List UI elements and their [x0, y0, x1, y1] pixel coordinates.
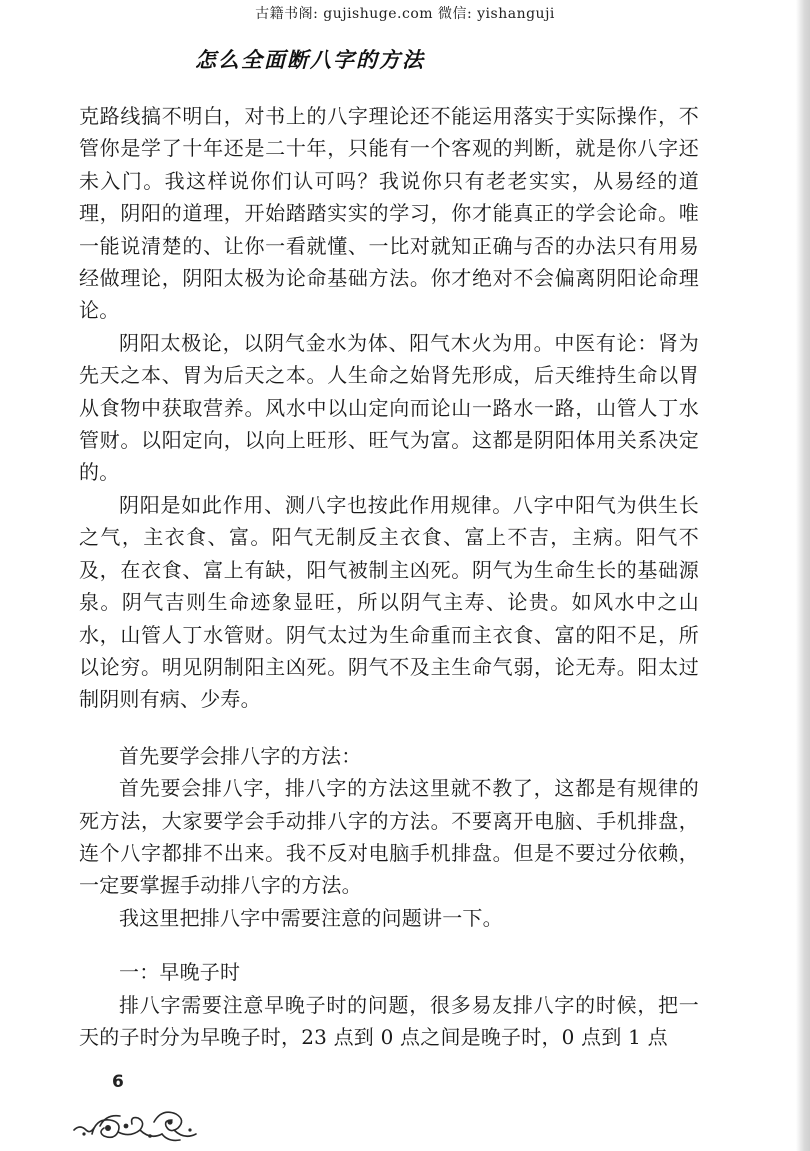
watermark-header: 古籍书阁: gujishuge.com 微信: yishanguji	[255, 6, 555, 22]
page-edge-shadow	[796, 0, 810, 1151]
section-heading-zi-hour: 一：早晚子时	[119, 960, 241, 985]
paragraph-manual-chart: 首先要会排八字，排八字的方法这里就不教了，这都是有规律的死方法，大家要学会手动排八字的方法。不要离开电脑、手机排盘，连个八字都排不出来。我不反对电脑手机排盘。但是不要过分依赖，一定要掌握手动排八字的方法。	[79, 776, 699, 898]
section-heading-method: 首先要学会排八字的方法：	[119, 743, 362, 768]
body-text	[79, 100, 699, 1053]
paragraph-yinyang-function: 阴阳是如此作用、测八字也按此作用规律。八字中阳气为供生长之气，主衣食、富。阳气无制反主衣食、富上不吉，主病。阳气不及，在衣食、富上有缺，阳气被制主凶死。阴气为生命生长的基础源泉。阴气吉则生命迹象显旺，所以阴气主寿、论贵。如风水中之山水，山管人丁水管财。阴气太过为生命重而主衣食、富的阳不足，所以论穷。明见阴制阳主凶死。阴气不及主生命气弱，论无寿。阳太过制阴则有病、少寿。	[79, 492, 699, 712]
page-title: 怎么全面断八字的方法	[195, 47, 425, 72]
cloud-ornament-icon	[70, 1100, 200, 1144]
paragraph-zi-hour: 排八字需要注意早晚子时的问题，很多易友排八字的时候，把一天的子时分为早晚子时，23 点到 0 点之间是晚子时，0 点到 1 点	[79, 992, 699, 1049]
paragraph-notes-intro: 我这里把排八字中需要注意的问题讲一下。	[119, 905, 503, 930]
spacer	[79, 716, 699, 740]
page-number: 6	[112, 1072, 124, 1092]
spacer	[79, 934, 699, 956]
paragraph-continued: 克路线搞不明白，对书上的八字理论还不能运用落实于实际操作，不管你是学了十年还是二十年，只能有一个客观的判断，就是你八字还未入门。我这样说你们认可吗？我说你只有老老实实，从易经的道理，阴阳的道理，开始踏踏实实的学习，你才能真正的学会论命。唯一能说清楚的、让你一看就懂、一比对就知正确与否的办法只有用易经做理论，阴阳太极为论命基础方法。你才绝对不会偏离阴阳论命理论。	[79, 104, 699, 323]
paragraph-yinyang-taiji: 阴阳太极论，以阴气金水为体、阳气木火为用。中医有论：肾为先天之本、胃为后天之本。人生命之始肾先形成，后天维持生命以胃从食物中获取营养。风水中以山定向而论山一路水一路，山管人丁水管财。以阳定向，以向上旺形、旺气为富。这都是阴阳体用关系决定的。	[79, 330, 699, 485]
